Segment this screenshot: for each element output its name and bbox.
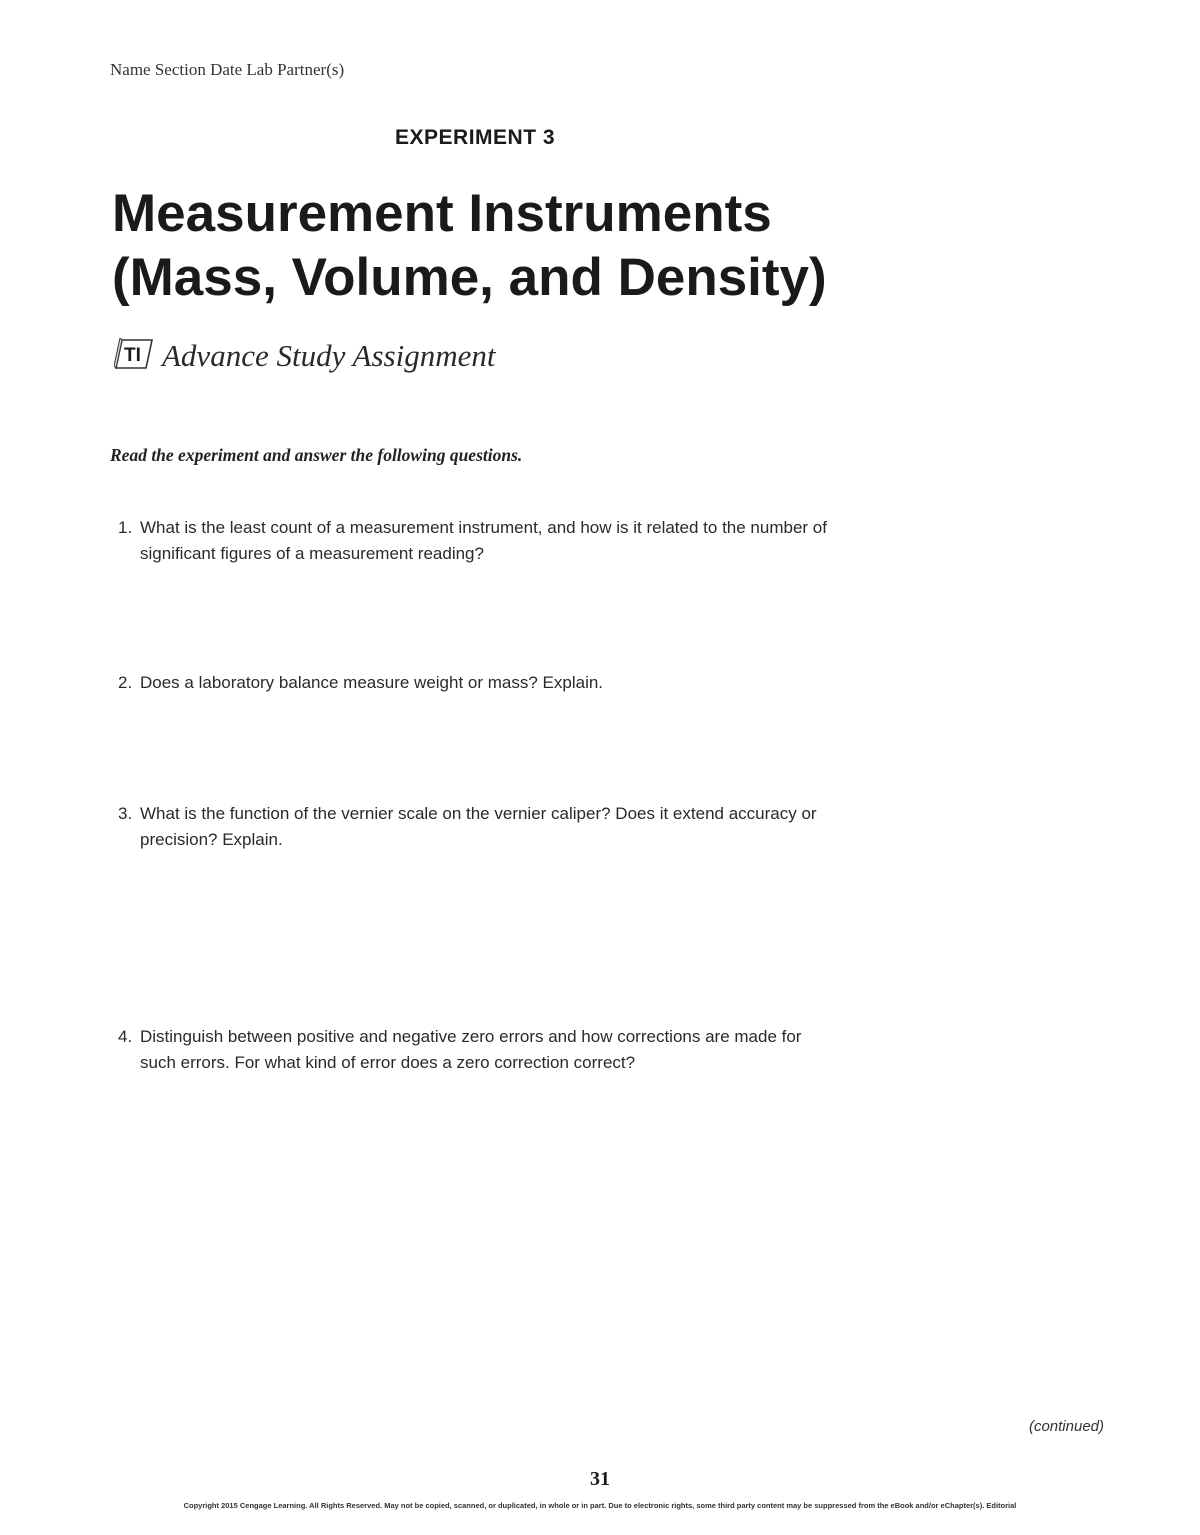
question-1	[118, 515, 838, 567]
question-number: 2.	[118, 673, 133, 692]
instruction-text: Read the experiment and answer the following questions.	[110, 445, 523, 465]
question-2	[118, 670, 838, 696]
copyright-notice: Copyright 2015 Cengage Learning. All Rights Reserved. May not be copied, scanned, or duplicated, in whole or in part. Due to electronic rights, some third party content may be suppressed from the eBook and/or eChapter(s). Editorial	[183, 1501, 1017, 1510]
ti-icon-text: TI	[124, 345, 141, 366]
question-number: 4.	[118, 1027, 133, 1046]
question-4	[118, 1024, 838, 1076]
header-fields: Name Section Date Lab Partner(s)	[110, 60, 345, 79]
question-text: Distinguish between positive and negative zero errors and how corrections are made for such errors. For what kind of error does a zero correction correct?	[140, 1027, 802, 1072]
title-line-1: Measurement Instruments	[112, 184, 772, 243]
ti-icon	[114, 338, 154, 370]
question-text: What is the function of the vernier scale on the vernier caliper? Does it extend accuracy or precision? Explain.	[140, 804, 817, 849]
continued-note: (continued)	[1028, 1418, 1104, 1435]
page-title	[112, 182, 1012, 310]
title-line-2: (Mass, Volume, and Density)	[112, 248, 827, 307]
question-text: What is the least count of a measurement instrument, and how is it related to the number of significant figures of a measurement reading?	[140, 518, 827, 563]
page-number: 31	[590, 1468, 610, 1490]
question-3	[118, 801, 838, 853]
question-number: 3.	[118, 804, 133, 823]
section-subtitle: Advance Study Assignment	[162, 338, 496, 373]
experiment-label: EXPERIMENT 3	[395, 126, 556, 149]
question-text: Does a laboratory balance measure weight or mass? Explain.	[140, 673, 604, 692]
question-number: 1.	[118, 518, 133, 537]
